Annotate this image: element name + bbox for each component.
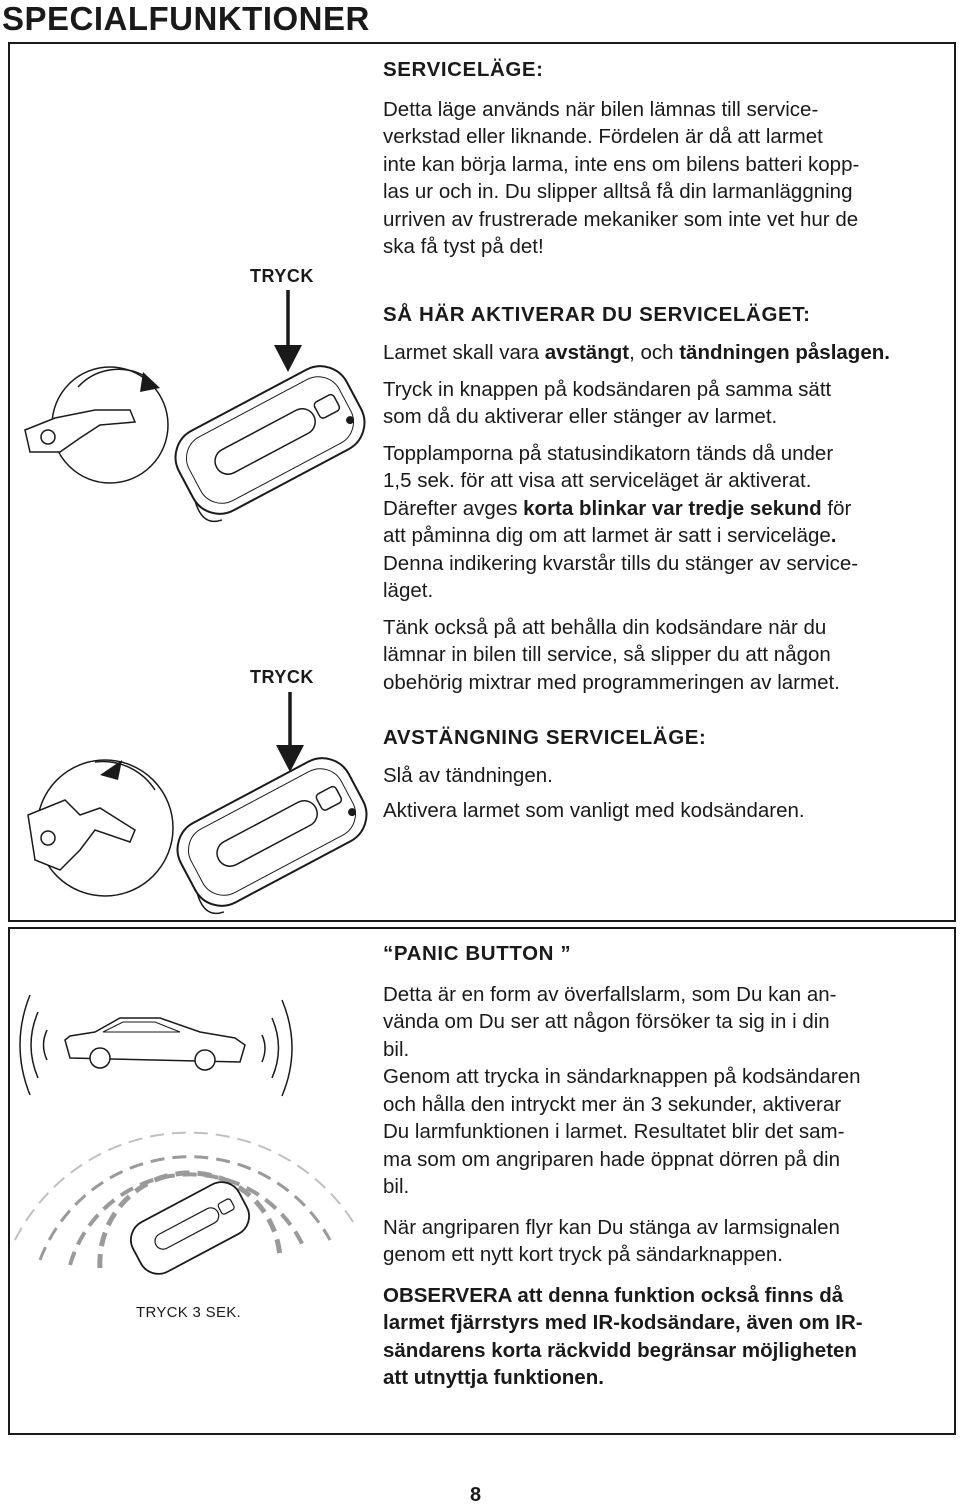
activate-step-6: obehörig mixtrar med programmeringen av larmet. (383, 670, 840, 694)
panic-observe-line: OBSERVERA att denna funktion också finns då (383, 1283, 844, 1307)
activate-heading: SÅ HÄR AKTIVERAR DU SERVICELÄGET: (383, 302, 811, 326)
activate-step-4: Därefter avges korta blinkar var tredje sekund för (383, 496, 852, 520)
service-intro-line: ska få tyst på det! (383, 235, 544, 258)
service-intro-line: las ur och in. Du slipper alltså få din larmanläggning (383, 180, 853, 203)
service-intro-line: verkstad eller liknande. Fördelen är då att larmet (383, 125, 823, 148)
activate-step-3: 1,5 sek. för att visa att serviceläget är aktiverat. (383, 469, 812, 492)
panic-observe-line: att utnyttja funktionen. (383, 1366, 604, 1389)
panic-p1-line: vända om Du ser att någon försöker ta sig in i din (383, 1010, 830, 1033)
activate-step-6: lämnar in bilen till service, så slipper du att någon (383, 643, 831, 666)
press-label-bottom: TRYCK (250, 667, 314, 687)
press-3-sec-label: TRYCK 3 SEK. (136, 1304, 242, 1321)
deactivate-heading: AVSTÄNGNING SERVICELÄGE: (383, 726, 707, 749)
panic-p3-line: genom ett nytt kort tryck på sändarknappen. (383, 1243, 783, 1266)
panic-text (383, 940, 928, 1392)
activate-step-5: Denna indikering kvarstår tills du stänger av service- (383, 551, 859, 575)
panic-p2-line: Du larmfunktionen i larmet. Resultatet blir det sam- (383, 1120, 845, 1143)
page-title: SPECIALFUNKTIONER (2, 0, 370, 37)
panic-p1-line: Detta är en form av överfallslarm, som Du kan an- (383, 982, 837, 1006)
activate-step-1: Larmet skall vara avstängt, och tändningen påslagen. (383, 341, 890, 364)
service-intro-line: Detta läge används när bilen lämnas till service- (383, 97, 819, 121)
service-intro-line: inte kan börja larma, inte ens om bilens batteri kopp- (383, 152, 860, 176)
deactivate-step-2: Aktivera larmet som vanligt med kodsändaren. (383, 799, 805, 822)
service-mode-heading: SERVICELÄGE: (383, 58, 544, 81)
panic-p2-line: ma som om angriparen hade öppnat dörren på din (383, 1147, 840, 1171)
activate-step-6: Tänk också på att behålla din kodsändare när du (383, 615, 827, 639)
page-number: 8 (470, 1484, 482, 1506)
panic-heading: “PANIC BUTTON ” (383, 942, 572, 965)
service-intro-line: urriven av frustrerade mekaniker som inte vet hur de (383, 207, 859, 231)
panic-observe-line: larmet fjärrstyrs med IR-kodsändare, även om IR- (383, 1311, 863, 1334)
panic-observe-line: sändarens korta räckvidd begränsar möjligheten (383, 1338, 857, 1362)
activate-step-4-line2: att påminna dig om att larmet är satt i serviceläge. (383, 524, 837, 547)
panic-p1-line: bil. (383, 1037, 410, 1061)
panic-p3-line: När angriparen flyr kan Du stänga av larmsignalen (383, 1215, 840, 1239)
activate-step-3: Topplamporna på statusindikatorn tänds då under (383, 441, 834, 465)
panic-p2-line: och hålla den intryckt mer än 3 sekunder, aktiverar (383, 1092, 842, 1116)
deactivate-step-1: Slå av tändningen. (383, 763, 553, 787)
panic-p2-line: bil. (383, 1175, 410, 1198)
activate-step-2: Tryck in knappen på kodsändaren på samma sätt (383, 377, 832, 401)
press-label-top: TRYCK (250, 266, 314, 286)
activate-step-2: som då du aktiverar eller stänger av larmet. (383, 405, 778, 428)
activate-step-5: läget. (383, 579, 434, 602)
panic-p2-line: Genom att trycka in sändarknappen på kodsändaren (383, 1065, 861, 1088)
